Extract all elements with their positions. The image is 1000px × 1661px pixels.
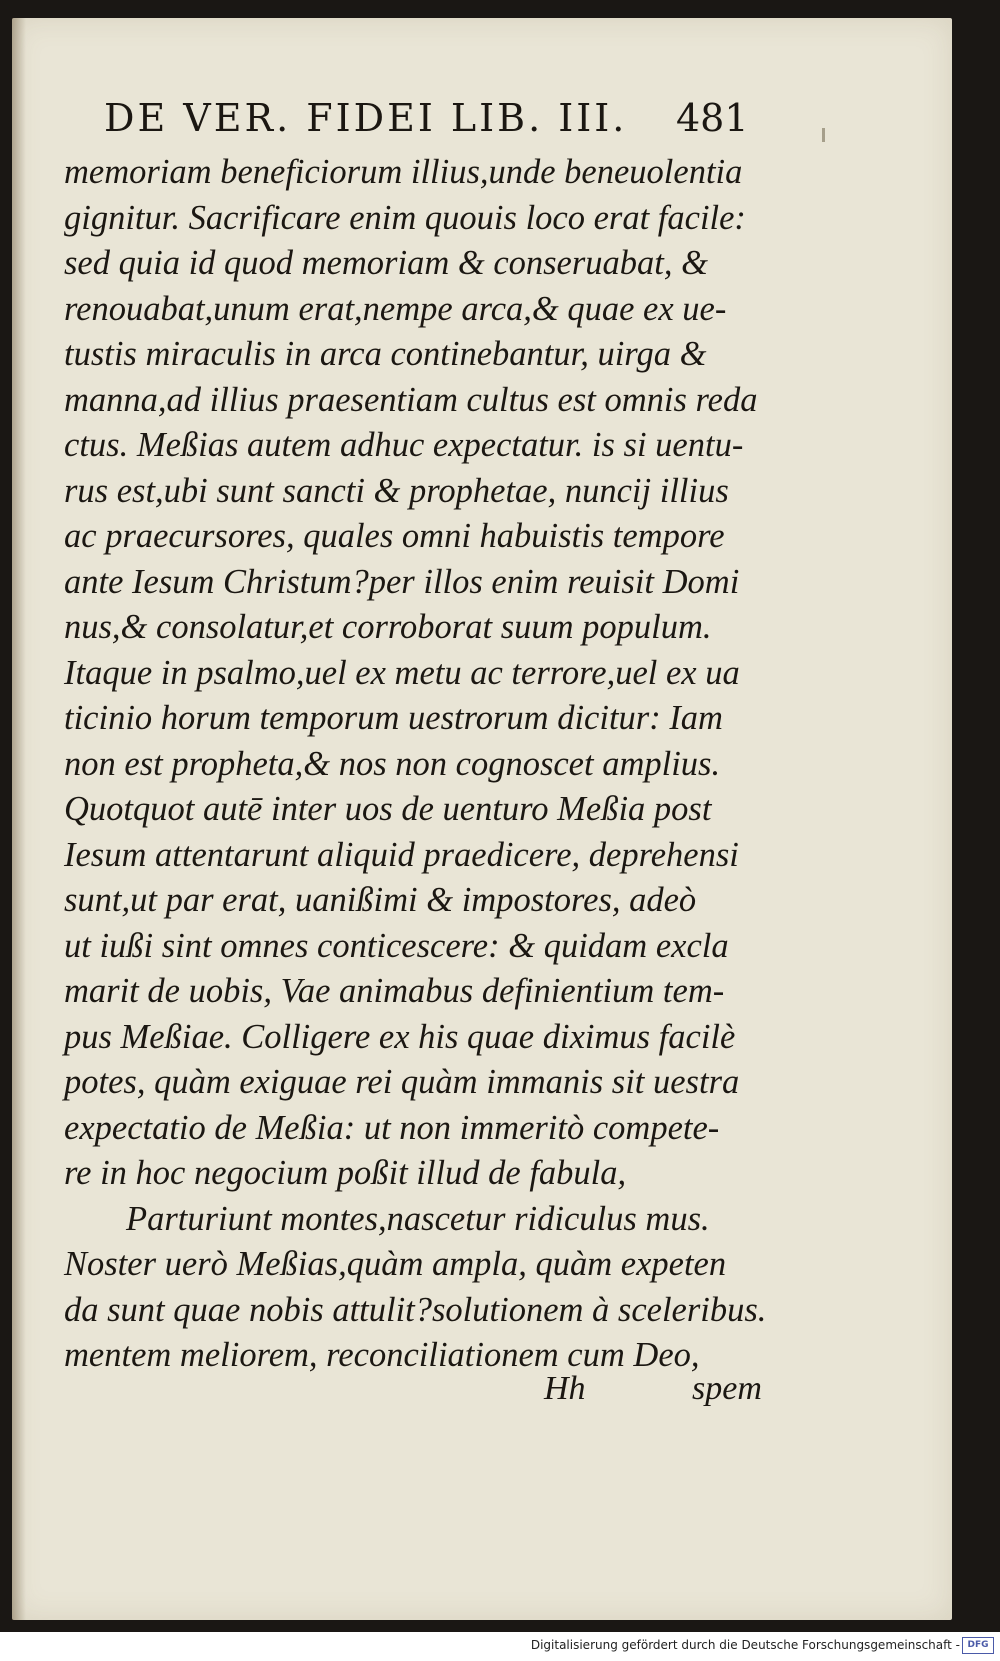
text-line: marit de uobis, Vae animabus definientium tem- bbox=[64, 972, 725, 1010]
dfg-credit-text: Digitalisierung gefördert durch die Deutsche Forschungsgemeinschaft - bbox=[530, 1638, 960, 1652]
catchword: spem bbox=[692, 1370, 762, 1407]
text-line: Parturiunt montes,nascetur ridiculus mus. bbox=[126, 1199, 710, 1238]
text-line: ante Iesum Christum?per illos enim reuisit Domi bbox=[64, 562, 740, 601]
text-line: re in hoc negocium poßit illud de fabula, bbox=[64, 1154, 627, 1192]
running-head: DE VER. FIDEI LIB. III. bbox=[104, 96, 628, 140]
text-line: Iesum attentarunt aliquid praedicere, deprehensi bbox=[64, 835, 739, 874]
text-line: pus Meßiae. Colligere ex his quae diximus facilè bbox=[64, 1017, 736, 1056]
digitization-footer bbox=[0, 1632, 1000, 1661]
text-line: mentem meliorem, reconciliationem cum Deo, bbox=[64, 1336, 700, 1374]
body-text bbox=[64, 150, 767, 1379]
page-number: 481 bbox=[676, 96, 749, 140]
text-line: potes, quàm exiguae rei quàm immanis sit uestra bbox=[64, 1063, 740, 1101]
text-line: manna,ad illius praesentiam cultus est omnis reda bbox=[64, 380, 758, 419]
text-line: Quotquot autē inter uos de uenturo Meßia post bbox=[64, 790, 712, 828]
dfg-logo-icon: DFG bbox=[962, 1637, 994, 1654]
text-line: tustis miraculis in arca continebantur, uirga & bbox=[64, 335, 707, 373]
text-line: sunt,ut par erat, uanißimi & impostores, adeò bbox=[64, 881, 697, 919]
text-line: Noster uerò Meßias,quàm ampla, quàm expeten bbox=[64, 1245, 727, 1283]
text-line: da sunt quae nobis attulit?solutionem à sceleribus. bbox=[64, 1290, 767, 1329]
text-line: gignitur. Sacrificare enim quouis loco erat facile: bbox=[64, 198, 746, 237]
text-line: ac praecursores, quales omni habuistis tempore bbox=[64, 517, 725, 555]
text-line: Itaque in psalmo,uel ex metu ac terrore,uel ex ua bbox=[64, 653, 740, 692]
text-line: ctus. Meßias autem adhuc expectatur. is si uentu- bbox=[64, 426, 744, 464]
text-line: memoriam beneficiorum illius,unde beneuolentia bbox=[64, 153, 743, 191]
text-line: nus,& consolatur,et corroborat suum populum. bbox=[64, 608, 712, 646]
text-line: ut iußi sint omnes conticescere: & quidam excla bbox=[64, 926, 729, 965]
text-line: non est propheta,& nos non cognoscet amplius. bbox=[64, 744, 721, 783]
text-line: rus est,ubi sunt sancti & prophetae, nuncij illius bbox=[64, 471, 729, 510]
book-page bbox=[12, 18, 952, 1620]
ink-mark bbox=[822, 128, 825, 142]
page-footer-catchwords bbox=[12, 1370, 1000, 1416]
text-line: ticinio horum temporum uestrorum dicitur: Iam bbox=[64, 699, 723, 737]
text-line: renouabat,unum erat,nempe arca,& quae ex ue- bbox=[64, 289, 727, 328]
signature-mark: Hh bbox=[544, 1370, 586, 1407]
text-line: sed quia id quod memoriam & conseruabat, & bbox=[64, 244, 708, 282]
text-line: expectatio de Meßia: ut non immeritò compete- bbox=[64, 1108, 720, 1147]
